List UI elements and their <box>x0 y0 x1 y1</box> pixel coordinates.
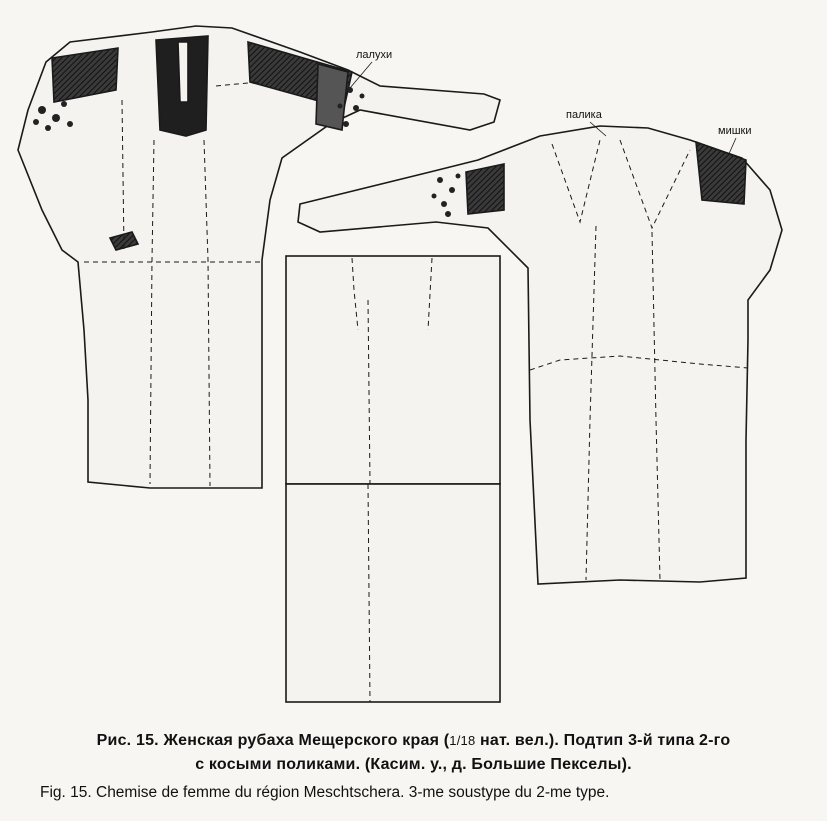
label-mishki: мишки <box>718 125 752 137</box>
cut-panels <box>286 256 500 702</box>
caption-russian-line-1 <box>0 732 827 750</box>
panel-lower <box>286 484 500 702</box>
caption-french: Fig. 15. Chemise de femme du région Meschtschera. 3-me soustype du 2-me type. <box>40 784 610 801</box>
caption-line1-start: Рис. 15. Женская рубаха Мещерского края ( <box>96 732 450 749</box>
label-laluhi: лалухи <box>356 49 393 61</box>
sleeve-band-right <box>316 64 348 130</box>
shoulder-insert-back <box>696 142 746 204</box>
neck-slit <box>178 42 188 102</box>
panel-upper <box>286 256 500 484</box>
caption-line1-end: нат. вел.). Подтип 3-й типа 2-го <box>475 732 731 749</box>
sleeve-band-back <box>466 164 504 214</box>
caption-russian-line-2: с косыми поликами. (Касим. у., д. Большие Пекселы). <box>195 756 632 773</box>
scale-fraction: 1/18 <box>449 733 476 748</box>
label-palika: палика <box>566 109 602 121</box>
